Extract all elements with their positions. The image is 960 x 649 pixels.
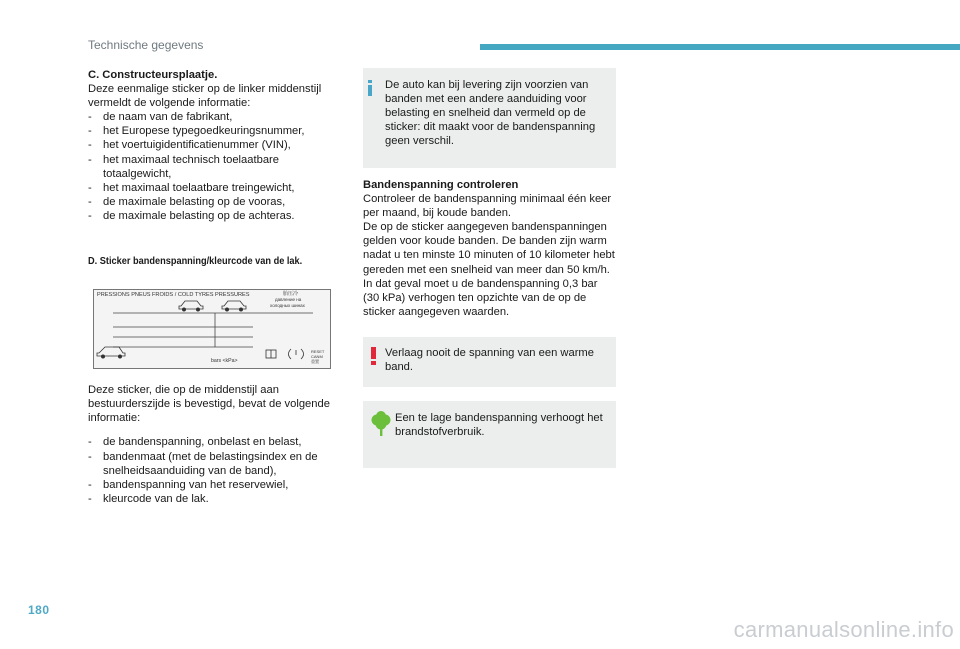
constructeursplaatje-intro: Deze eenmalige sticker op de linker middenstijl vermeldt de volgende informatie: (88, 83, 322, 110)
sticker-unit: bars <kPa> (211, 358, 238, 365)
warning-icon (371, 347, 376, 365)
list-item: - de bandenspanning, onbelast en belast, (88, 435, 346, 449)
sticker-ru2: холодных шинах (270, 303, 305, 309)
check-pressure-title: Bandenspanning controleren (363, 179, 519, 191)
eco-note-box (363, 401, 616, 468)
eco-leaf-icon (371, 411, 391, 437)
info-icon (368, 80, 372, 96)
constructeursplaatje-title: C. Constructeursplaatje. (88, 69, 218, 81)
list-item: - het Europese typegoedkeuringsnummer, (88, 124, 346, 138)
eco-note-text: Een te lage bandenspanning verhoogt het brandstofverbruik. (395, 411, 603, 439)
sticker-info-list (88, 435, 346, 505)
list-item: - de naam van de fabrikant, (88, 110, 346, 124)
list-item: - bandenmaat (met de belastingsindex en de snelheidsaanduiding van de band), (88, 450, 346, 478)
list-item: - de maximale belasting op de achteras. (88, 209, 346, 223)
warning-note-text: Verlaag nooit de spanning van een warme band. (385, 346, 594, 374)
sticker-cn: 胎压冷 (283, 291, 299, 298)
sticker-reset2: CANM (311, 354, 323, 360)
sticker-intro: Deze sticker, die op de middenstijl aan bestuurderszijde is bevestigd, bevat de volgende informatie: (88, 384, 330, 425)
sticker-line1: PRESSIONS PNEUS FROIDS / COLD TYRES PRESSURES (97, 292, 250, 299)
page-number: 180 (28, 603, 50, 617)
left-column (88, 68, 346, 506)
tyre-pressure-sticker-illustration (93, 289, 331, 369)
sticker-ru1: давление на (275, 297, 302, 303)
check-pressure-paragraph-1: Controleer de bandenspanning minimaal één keer per maand, bij koude banden. (363, 193, 612, 220)
list-item: - de maximale belasting op de vooras, (88, 195, 346, 209)
info-note-box (363, 68, 616, 168)
list-item: - kleurcode van de lak. (88, 492, 346, 506)
list-item: - het voertuigidentificatienummer (VIN), (88, 138, 346, 152)
warning-note-box (363, 337, 616, 387)
constructeursplaatje-list (88, 110, 346, 223)
list-item: - het maximaal technisch toelaatbare totaalgewicht, (88, 153, 346, 181)
sticker-reset3: 重置 (311, 359, 319, 365)
sticker-caption: D. Sticker bandenspanning/kleurcode van de lak. (88, 256, 303, 268)
header-accent-bar (480, 44, 960, 50)
list-item: - bandenspanning van het reservewiel, (88, 478, 346, 492)
list-item: - het maximaal toelaatbare treingewicht, (88, 181, 346, 195)
section-header-title: Technische gegevens (88, 38, 204, 52)
watermark: carmanualsonline.info (733, 617, 954, 642)
right-column (363, 68, 616, 468)
check-pressure-paragraph-2: De op de sticker aangegeven bandenspanningen gelden voor koude banden. De banden zijn warm nadat u ten minste 10 minuten of 10 kilometer hebt gereden met een snelheid van meer dan 50 km/h. In dat geval moet u de bandenspanning 0,3 bar (30 kPa) verhogen ten opzichte van de op de sticker aangegeven waarden. (363, 221, 615, 318)
sticker-reset1: RESET (311, 349, 325, 355)
info-note-text: De auto kan bij levering zijn voorzien van banden met een andere aanduiding voor belasting en snelheid dan vermeld op de sticker: dit maakt voor de bandenspanning geen verschil. (385, 79, 596, 148)
